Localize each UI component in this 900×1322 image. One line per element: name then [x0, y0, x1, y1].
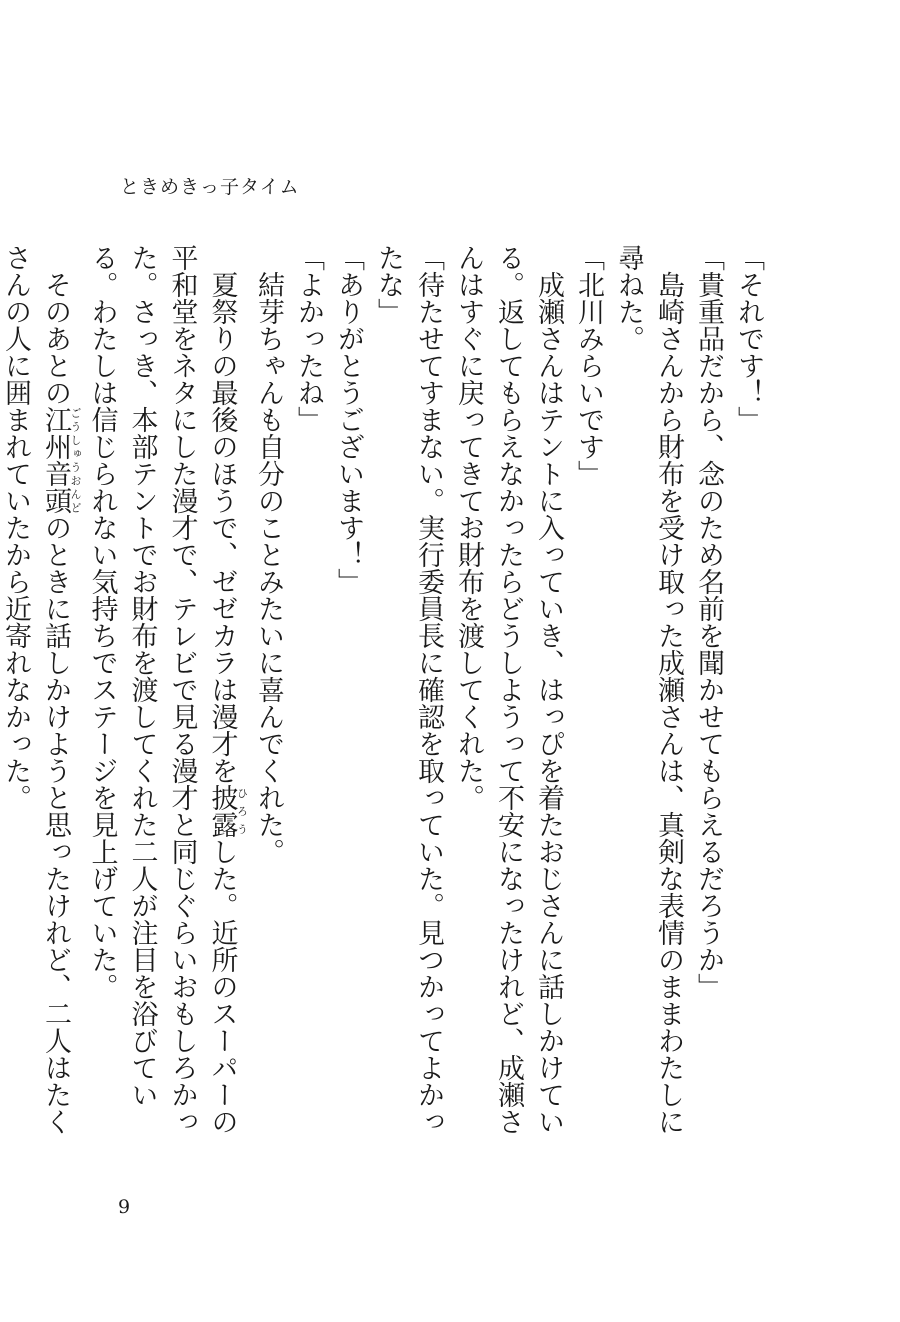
paragraph: 結芽ちゃんも自分のことみたいに喜んでくれた。 — [253, 271, 284, 865]
ruby-base: 江州音頭 — [40, 406, 71, 514]
paragraph-segment: のときに話しかけようと思ったけれど、二人はたくさんの人に囲まれていたから近寄れなかった。 — [0, 244, 71, 1135]
ruby-annotation — [206, 784, 249, 838]
page-number: 9 — [118, 1196, 131, 1218]
paragraph: 「よかったね」 — [293, 244, 324, 433]
paragraph-segment: そのあとの — [40, 271, 71, 406]
ruby-base: 披露 — [206, 784, 238, 838]
paragraph: 島崎さんから財布を受け取った成瀬さんは、真剣な表情のままわたしに尋ねた。 — [613, 244, 684, 1135]
ruby-reading: ごうしゅうおんど — [69, 406, 82, 514]
paragraph: 「待たせてすまない。実行委員長に確認を取っていた。見つかってよかったな」 — [373, 244, 444, 1135]
paragraph: 「北川みらいです」 — [573, 244, 604, 487]
paragraph-segment: した。近所のスーパーの平和堂をネタにした漫才で、テレビで見る漫才と同じぐらいおもしろかった。さっき、本部テントでお財布を渡してくれた二人が注目を浴びている。わたしは信じられない気持ちでステージを見上げていた。 — [86, 244, 238, 1135]
paragraph: 「貴重品だから、念のため名前を聞かせてもらえるだろうか」 — [693, 244, 724, 1000]
ruby-annotation — [40, 406, 82, 514]
paragraph — [82, 244, 249, 1144]
paragraph: 「ありがとうございます！」 — [333, 244, 364, 595]
ruby-reading: ひろう — [235, 784, 249, 838]
body-text — [0, 244, 768, 1144]
running-head: ときめきっ子タイム — [120, 176, 300, 198]
paragraph: 「それです！」 — [733, 244, 764, 433]
paragraph: 成瀬さんはテントに入っていき、はっぴを着たおじさんに話しかけている。返してもらえなかったらどうしようって不安になったけれど、成瀬さんはすぐに戻ってきてお財布を渡してくれた。 — [453, 244, 564, 1135]
paragraph — [0, 244, 82, 1144]
paragraph-segment: 夏祭りの最後のほうで、ゼゼカラは漫才を — [206, 271, 238, 784]
